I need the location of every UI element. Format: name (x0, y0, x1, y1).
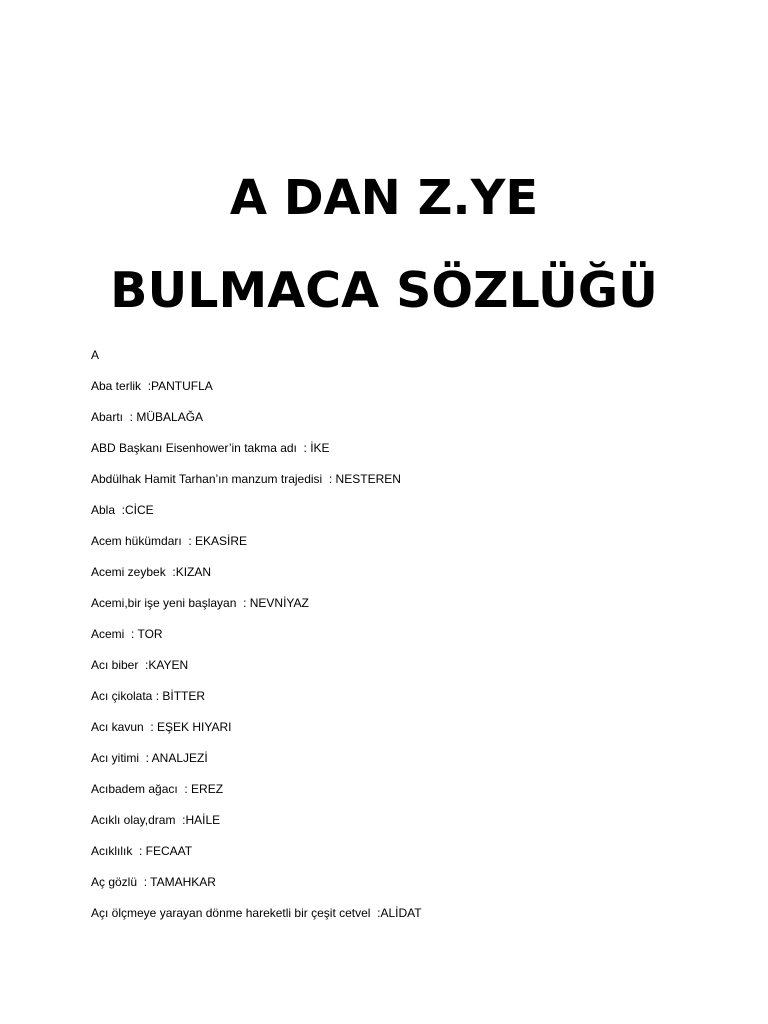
dictionary-entry: Acıbadem ağacı : EREZ (91, 782, 224, 796)
dictionary-entry-list (91, 346, 422, 935)
dictionary-entry: Abartı : MÜBALAĞA (91, 410, 204, 424)
dictionary-entry: Acemi : TOR (91, 627, 163, 641)
dictionary-entry: Acı kavun : EŞEK HIYARI (91, 720, 232, 734)
dictionary-entry: Acıklılık : FECAAT (91, 844, 193, 858)
dictionary-entry: Acemi zeybek :KIZAN (91, 565, 212, 579)
dictionary-entry: Abdülhak Hamit Tarhan’ın manzum trajedisi : NESTEREN (91, 472, 401, 486)
dictionary-entry: Acemi,bir işe yeni başlayan : NEVNİYAZ (91, 596, 309, 610)
document-title-line-2: BULMACA SÖZLÜĞÜ (110, 262, 658, 319)
dictionary-entry: Acıklı olay,dram :HAİLE (91, 813, 221, 827)
section-letter: A (91, 348, 100, 362)
document-title-line-1: A DAN Z.YE (229, 170, 539, 226)
dictionary-entry: Acem hükümdarı : EKASİRE (91, 534, 248, 548)
dictionary-entry: ABD Başkanı Eisenhower’in takma adı : İKE (91, 441, 330, 455)
dictionary-entry: Acı biber :KAYEN (91, 658, 189, 672)
dictionary-entry: Abla :CİCE (91, 503, 154, 517)
dictionary-entry: Acı çikolata : BİTTER (91, 689, 206, 703)
dictionary-entry: Açı ölçmeye yarayan dönme hareketli bir çeşit cetvel :ALİDAT (91, 906, 422, 920)
dictionary-entry: Acı yitimi : ANALJEZİ (91, 751, 208, 765)
dictionary-entry: Aba terlik :PANTUFLA (91, 379, 213, 393)
dictionary-entry: Aç gözlü : TAMAHKAR (91, 875, 216, 889)
